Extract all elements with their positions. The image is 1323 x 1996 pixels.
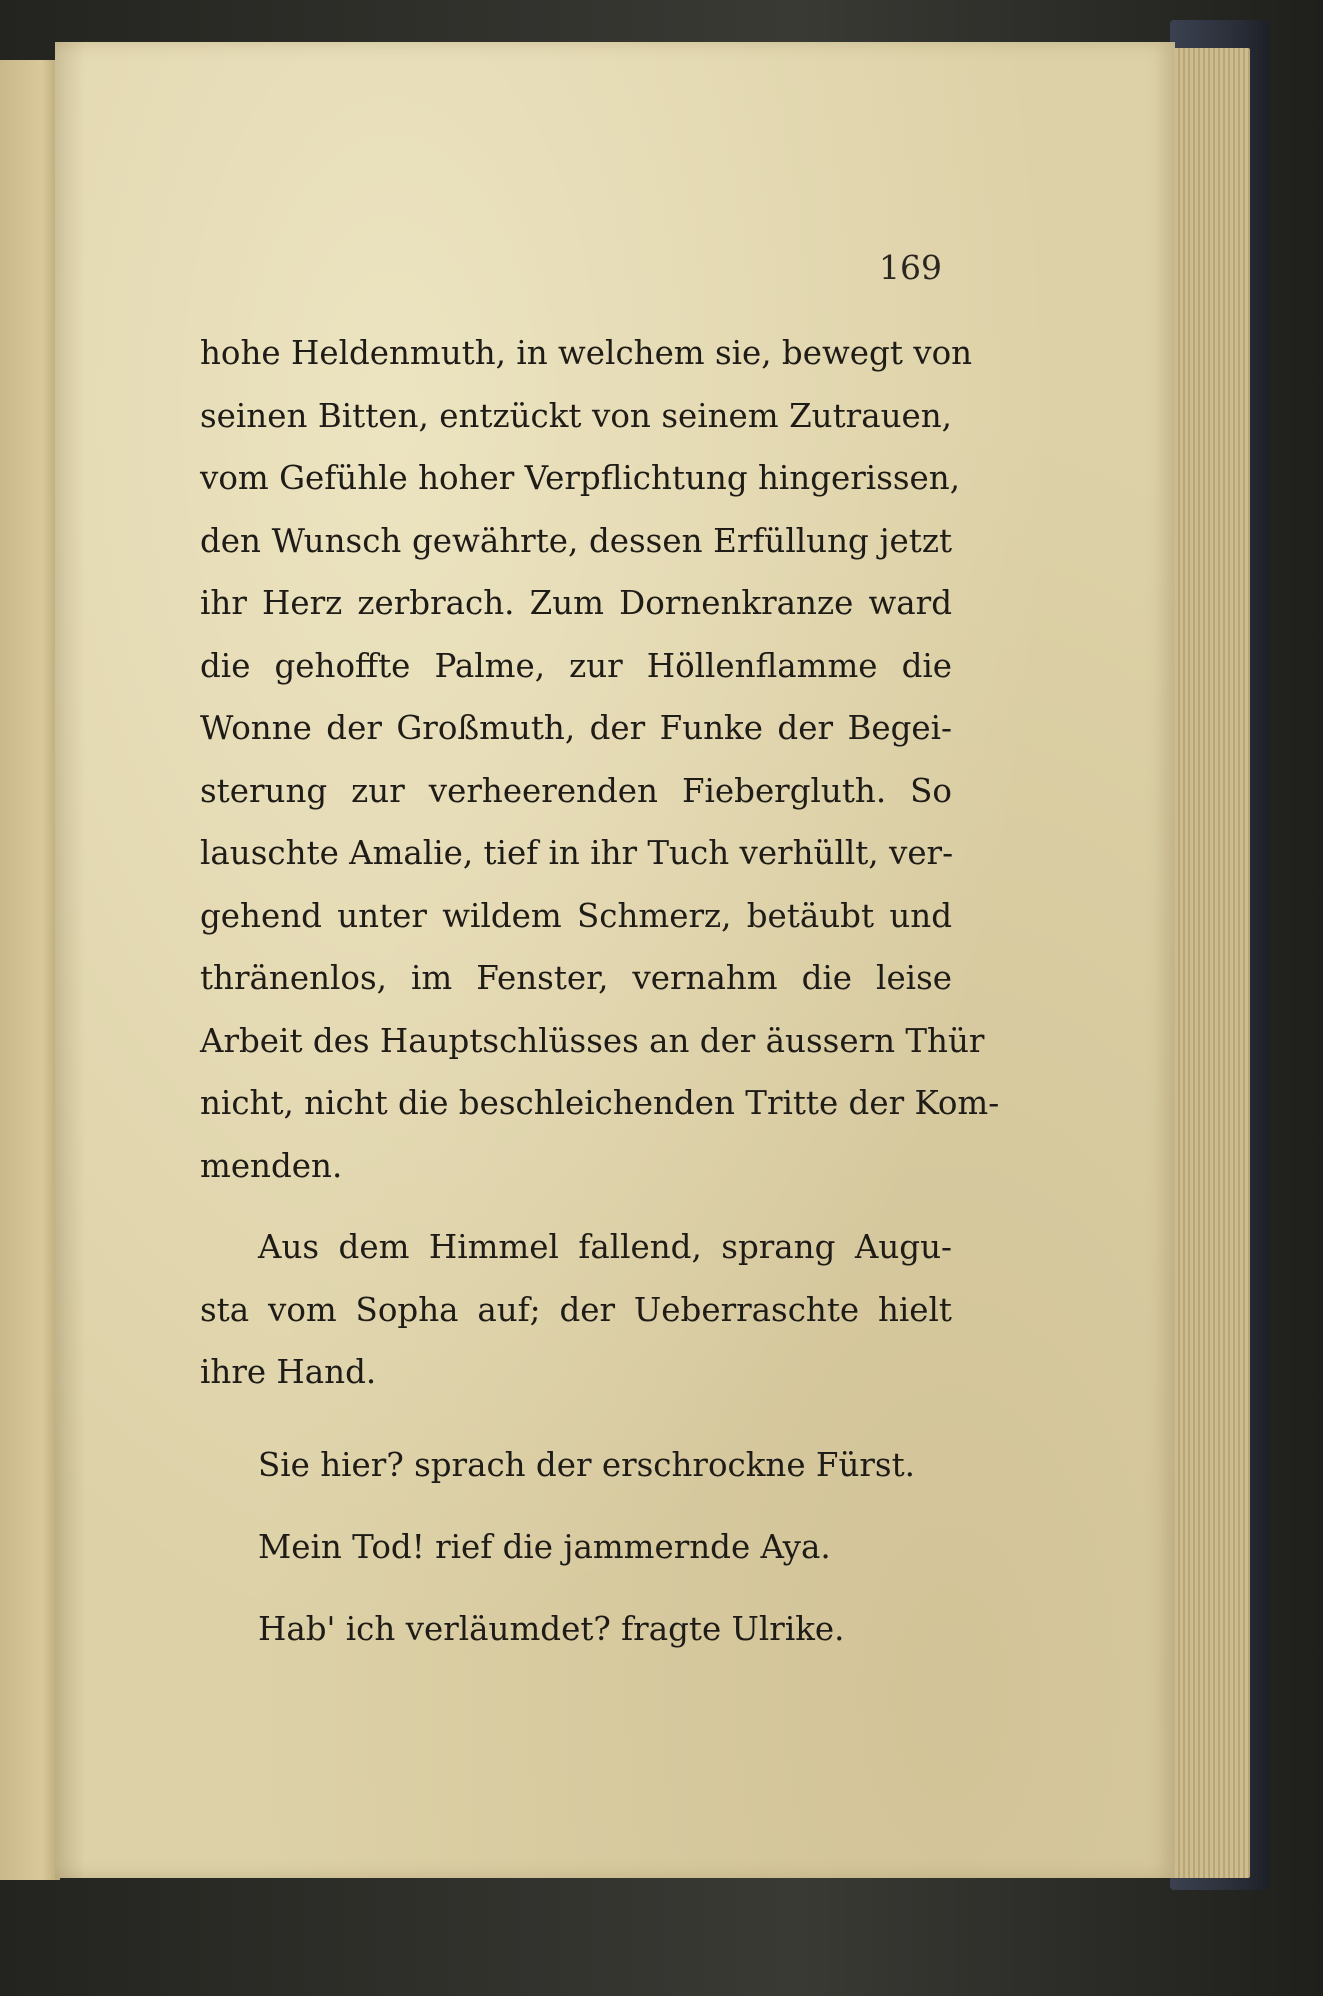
dialogue-line: Sie hier? sprach der erschrockne Fürst. (258, 1445, 915, 1484)
text-line: die gehoffte Palme, zur Höllenflamme die (200, 646, 952, 685)
previous-page-edge (0, 60, 60, 1880)
text-line: sterung zur verheerenden Fiebergluth. So (200, 771, 952, 810)
text-line: Arbeit des Hauptschlüsses an der äussern Thür (200, 1021, 985, 1060)
paragraph-1 (200, 322, 1000, 1197)
page-number: 169 (879, 248, 942, 287)
text-line: thränenlos, im Fenster, vernahm die leise (200, 959, 952, 997)
text-line: nicht, nicht die beschleichenden Tritte der Kom- (200, 1084, 1000, 1122)
paragraph-2 (200, 1216, 952, 1404)
text-line: sta vom Sopha auf; der Ueberraschte hielt (200, 1290, 952, 1329)
dialogue-line: Hab' ich verläumdet? fragte Ulrike. (258, 1609, 845, 1648)
text-line: lauschte Amalie, tief in ihr Tuch verhüllt, ver- (200, 834, 954, 872)
page-text (200, 322, 1000, 1670)
text-line: den Wunsch gewährte, dessen Erfüllung jetzt (200, 521, 952, 560)
text-line: Wonne der Großmuth, der Funke der Begei- (200, 709, 952, 747)
text-line: hohe Heldenmuth, in welchem sie, bewegt von (200, 334, 973, 372)
text-line: Aus dem Himmel fallend, sprang Augu- (258, 1228, 952, 1266)
dialogue-line: Mein Tod! rief die jammernde Aya. (258, 1527, 831, 1566)
text-line: seinen Bitten, entzückt von seinem Zutrauen, (200, 396, 952, 435)
text-line: ihre Hand. (200, 1353, 377, 1391)
text-line: gehend unter wildem Schmerz, betäubt und (200, 896, 952, 935)
text-line: ihr Herz zerbrach. Zum Dornenkranze ward (200, 584, 952, 622)
text-line: menden. (200, 1146, 343, 1185)
dialogue-block (200, 1424, 952, 1670)
text-line: vom Gefühle hoher Verpflichtung hingerissen, (200, 459, 961, 497)
